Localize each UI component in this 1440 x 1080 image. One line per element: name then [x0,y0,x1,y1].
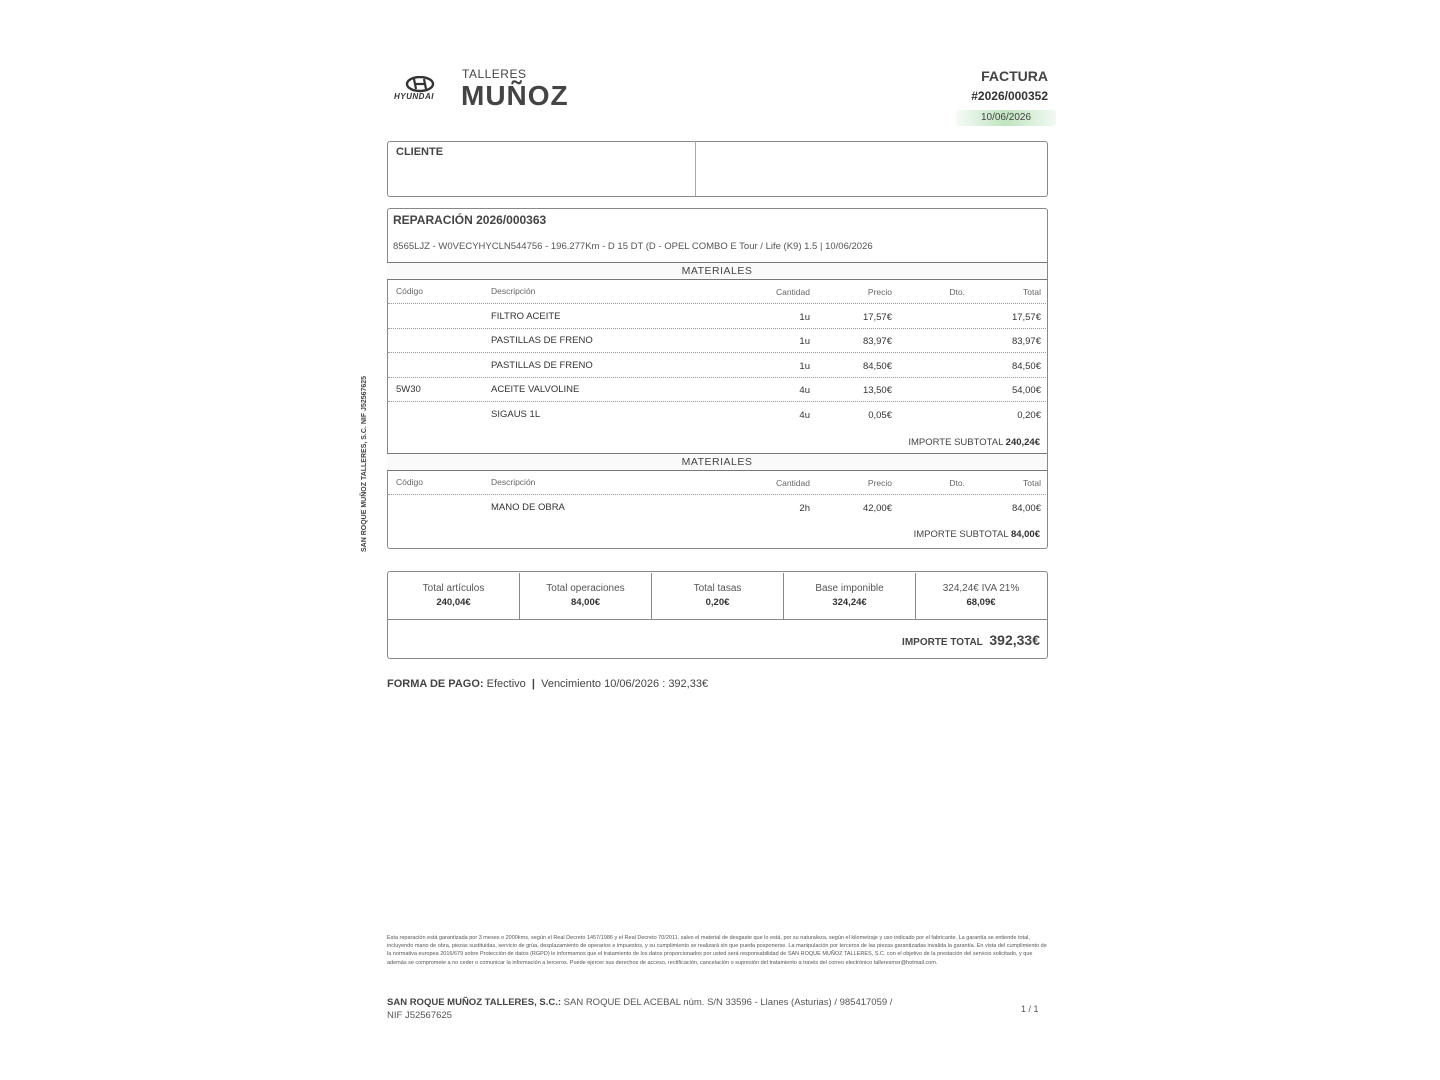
due-value: 10/06/2026 : 392,33€ [604,678,709,690]
repair-box [387,208,1048,549]
payment-method: Efectivo [486,678,526,690]
labor-section-title: MATERIALES [387,453,1047,471]
row-quantity: 4u [799,385,810,396]
payment-label: FORMA DE PAGO: [387,678,484,690]
col-header-total: Total [1023,478,1041,488]
row-total: 84,00€ [1011,503,1041,514]
row-price: 84,50€ [862,361,892,372]
company-name: MUÑOZ [461,80,569,111]
total-value: 68,09€ [966,597,996,608]
subtotal-label: IMPORTE SUBTOTAL [913,529,1009,540]
footer [387,996,947,1022]
document-type: FACTURA [981,68,1048,84]
tax-base [784,573,916,619]
row-divider [388,352,1046,353]
col-header-code: Código [396,477,423,487]
row-divider [388,494,1046,495]
col-header-price: Precio [867,287,892,297]
client-divider [695,141,696,196]
total-articles [388,573,520,619]
row-description: ACEITE VALVOLINE [491,384,580,395]
vehicle-line: 8565LJZ - W0VECYHYCLN544756 - 196.277Km - D 15 DT (D - OPEL COMBO E Tour / Life (K9) 1.5 | 10/06/2026 [393,241,873,252]
subtotal-value: 240,24€ [1005,437,1040,448]
row-quantity: 4u [799,410,810,421]
col-header-description: Descripción [491,477,536,487]
row-divider [388,303,1046,304]
row-quantity: 1u [799,312,810,323]
materials-section-title: MATERIALES [387,262,1047,280]
client-box [387,141,1048,197]
client-label: CLIENTE [396,146,444,158]
total-taxes [652,573,784,619]
row-price: 83,97€ [862,336,892,347]
total-label: Total operaciones [546,583,625,594]
payment-separator: | [531,678,535,690]
row-total: 54,00€ [1011,385,1041,396]
footer-company: SAN ROQUE MUÑOZ TALLERES, S.C.: [387,997,561,1008]
row-quantity: 2h [799,503,810,514]
payment-line [387,678,708,690]
col-header-total: Total [1023,287,1041,297]
subtotal-label: IMPORTE SUBTOTAL [908,437,1004,448]
row-divider [388,401,1046,402]
grand-total-label: IMPORTE TOTAL [902,637,983,648]
col-header-quantity: Cantidad [775,287,810,297]
col-header-discount: Dto. [949,287,965,297]
subtotal-value: 84,00€ [1010,529,1040,540]
grand-total-value: 392,33€ [989,632,1040,648]
row-description: FILTRO ACEITE [491,311,561,322]
totals-divider [387,619,1047,620]
footer-nif: NIF J52567625 [387,1010,452,1021]
total-label: Total artículos [422,583,485,594]
page-number: 1 / 1 [1021,1004,1039,1014]
row-total: 17,57€ [1011,312,1041,323]
repair-title: REPARACIÓN 2026/000363 [393,213,547,227]
row-price: 0,05€ [868,410,892,421]
row-description: PASTILLAS DE FRENO [491,335,593,346]
invoice-date: 10/06/2026 [956,110,1056,126]
total-label: 324,24€ IVA 21% [942,583,1020,594]
total-label: Base imponible [815,583,884,594]
vat [916,573,1046,619]
row-divider [388,328,1046,329]
total-value: 0,20€ [705,597,730,608]
row-description: MANO DE OBRA [491,502,565,513]
total-value: 240,04€ [436,597,471,608]
row-quantity: 1u [799,361,810,372]
row-total: 83,97€ [1011,336,1041,347]
col-header-discount: Dto. [949,478,965,488]
row-price: 17,57€ [862,312,892,323]
brand-logo-text: HYUNDAI [394,92,434,101]
footer-address: SAN ROQUE DEL ACEBAL núm. S/N 33596 - Llanes (Asturias) / 985417059 / [563,997,893,1008]
row-total: 84,50€ [1011,361,1041,372]
due-label: Vencimiento [541,678,602,690]
row-quantity: 1u [799,336,810,347]
legal-text: Esta reparación está garantizada por 3 meses o 2000kms, según el Real Decreto 1457/1986 y el Real Decreto 70/2011, salvo el material de desgaste que lo está, por su naturaleza, según el kilometraje y uso indicado por el fabricante. La garantía se entiende total, incluyendo mano de obra, piezas sustituidas, servicio de grúa, desplazamiento de operarios e impuestos, y su cumplimiento se realizará sin que pueda posponerse. La manipulación por terceros de las piezas garantizadas invalida la garantía. En vista del cumplimiento de la normativa europea 2016/679 sobre Protección de datos (RGPD) le informamos que el tratamiento de los datos proporcionados por usted será responsabilidad de SAN ROQUE MUÑOZ TALLERES, S.C. con el objetivo de la prestación del servicio solicitado, y que además se compromete a no ceder o comunicar la información a terceros. Puede ejercer sus derechos de acceso, rectificación, cancelación o supresión del tratamiento a través del correo electrónico talleresmsr@hotmail.com. [387,935,1047,966]
row-price: 42,00€ [862,503,892,514]
col-header-code: Código [396,286,423,296]
total-label: Total tasas [693,583,742,594]
col-header-price: Precio [867,478,892,488]
row-total: 0,20€ [1017,410,1041,421]
total-value: 84,00€ [570,597,601,608]
invoice-number: #2026/000352 [971,89,1048,103]
row-code: 5W30 [396,384,421,395]
row-divider [388,377,1046,378]
total-value: 324,24€ [832,597,867,608]
row-price: 13,50€ [862,385,892,396]
col-header-quantity: Cantidad [775,478,810,488]
grand-total [902,632,1040,648]
row-description: PASTILLAS DE FRENO [491,360,593,371]
row-description: SIGAUS 1L [491,409,541,420]
total-operations [520,573,652,619]
labor-subtotal [914,529,1040,540]
company-prefix: TALLERES [462,67,527,81]
col-header-description: Descripción [491,286,536,296]
side-company-text: SAN ROQUE MUÑOZ TALLERES, S.C. NIF J52567625 [361,375,368,552]
materials-subtotal [908,437,1040,448]
